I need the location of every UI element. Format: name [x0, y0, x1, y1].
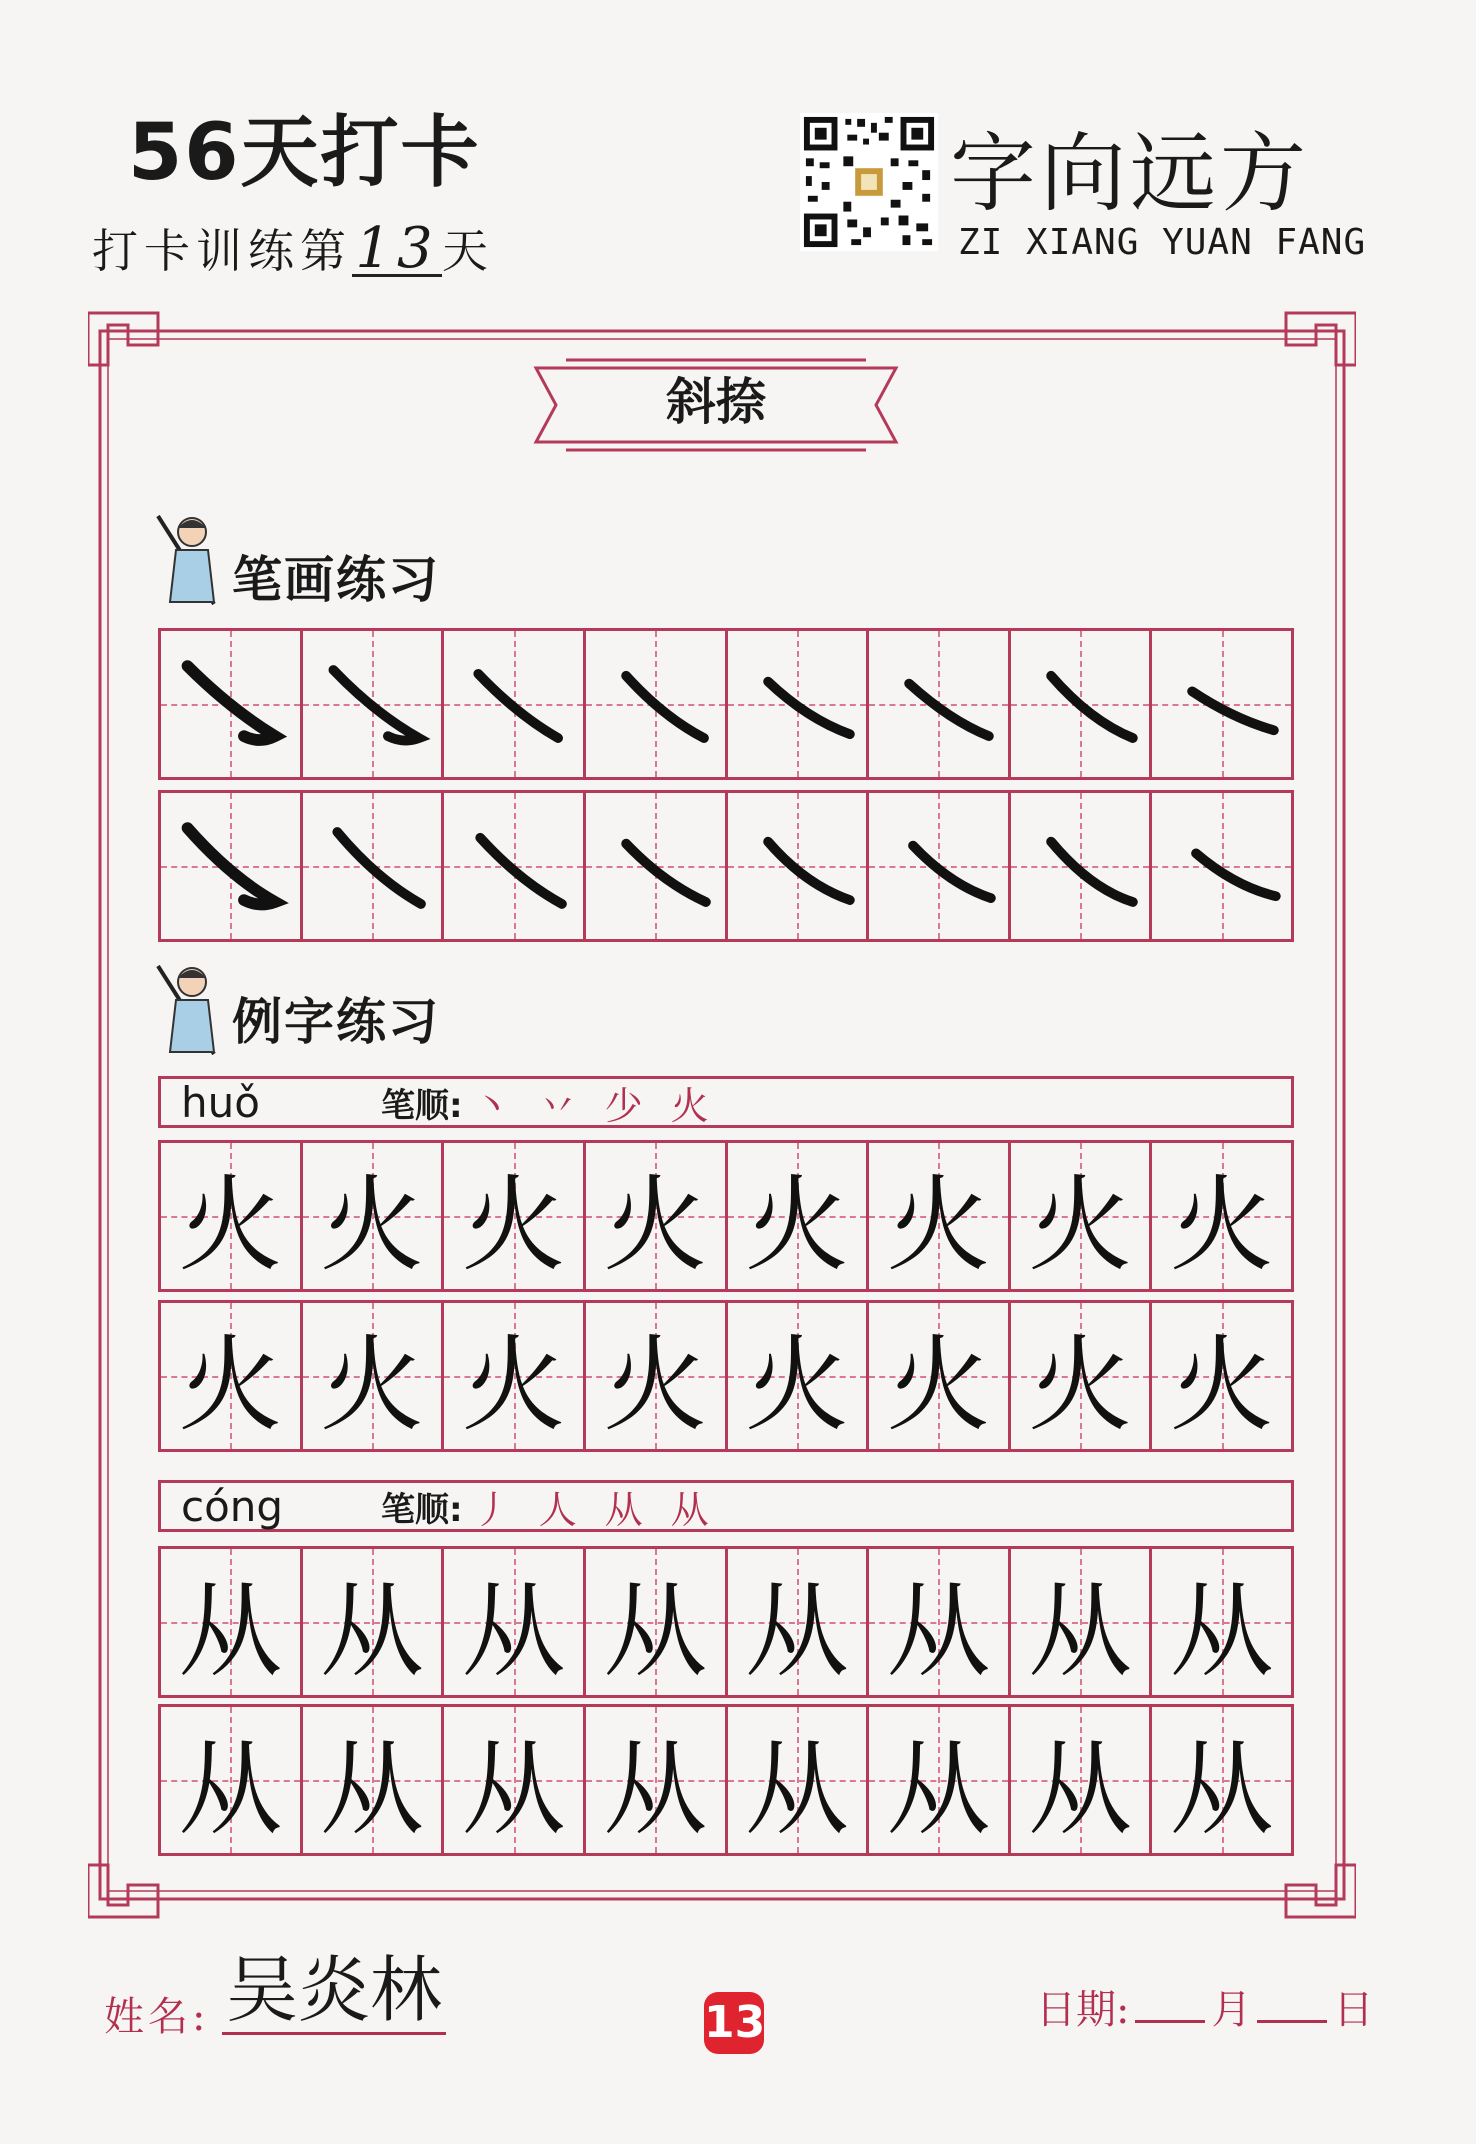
grid-cell: [303, 793, 445, 939]
grid-cell: [586, 631, 728, 777]
practice-char: 火: [886, 1164, 991, 1286]
practice-char: 火: [178, 1164, 283, 1286]
grid-cell: [586, 1143, 728, 1289]
checkin-subtitle: [92, 215, 494, 281]
grid-cell: [728, 1707, 870, 1853]
practice-char: 火: [744, 1164, 849, 1286]
practice-char: 从: [886, 1570, 991, 1692]
practice-char: 火: [1028, 1324, 1133, 1446]
grid-cell: [869, 1707, 1011, 1853]
date-field: [1036, 1978, 1373, 2035]
practice-char: 火: [1169, 1164, 1274, 1286]
grid-cell: [161, 1549, 303, 1695]
scholar-figure-icon: [152, 960, 222, 1060]
practice-char: 火: [319, 1164, 424, 1286]
grid-cell: [444, 793, 586, 939]
stroke-order-step: 丷: [538, 1083, 595, 1128]
stroke-order-step: 少: [604, 1083, 661, 1128]
subtitle-prefix: 打卡训练第: [92, 224, 352, 278]
pinyin: huǒ: [181, 1077, 260, 1127]
char-info-row: [158, 1480, 1294, 1532]
grid-cell: [728, 1549, 870, 1695]
stroke-order-step: 火: [670, 1083, 727, 1128]
practice-char: 从: [1169, 1570, 1274, 1692]
stroke-order-step: 从: [604, 1487, 661, 1532]
practice-char: 从: [744, 1728, 849, 1850]
qr-code-icon: [800, 112, 938, 252]
grid-cell: [869, 793, 1011, 939]
grid-cell: [444, 1143, 586, 1289]
practice-char: 火: [1169, 1324, 1274, 1446]
practice-char: 从: [1028, 1728, 1133, 1850]
month-label: 月: [1211, 1987, 1252, 2033]
grid-cell: [728, 1303, 870, 1449]
grid-cell: [586, 1707, 728, 1853]
practice-char: 火: [603, 1324, 708, 1446]
grid-cell: [161, 1143, 303, 1289]
grid-cell: [728, 793, 870, 939]
date-label: 日期:: [1036, 1987, 1130, 2033]
stroke-grid-row: [158, 628, 1294, 780]
grid-cell: [869, 631, 1011, 777]
grid-cell: [161, 631, 303, 777]
stroke-order-step: 从: [670, 1487, 727, 1532]
practice-char: 从: [319, 1728, 424, 1850]
section-title-stroke: 笔画练习: [232, 551, 440, 609]
grid-cell: [869, 1143, 1011, 1289]
char-grid-row: [158, 1140, 1294, 1292]
brand-pinyin: ZI XIANG YUAN FANG: [958, 222, 1367, 263]
stroke-order-label: 笔顺:: [381, 1489, 463, 1530]
char-grid-row: [158, 1704, 1294, 1856]
grid-cell: [1152, 1707, 1291, 1853]
practice-char: 从: [178, 1728, 283, 1850]
practice-char: 从: [178, 1570, 283, 1692]
grid-cell: [1152, 1549, 1291, 1695]
stroke-order-step: 丶: [472, 1083, 529, 1128]
practice-char: 火: [886, 1324, 991, 1446]
stroke-order-step: 丿: [472, 1487, 529, 1532]
practice-char: 从: [461, 1728, 566, 1850]
page-title: 56天打卡: [128, 108, 481, 198]
practice-char: 从: [461, 1570, 566, 1692]
practice-char: 火: [461, 1164, 566, 1286]
grid-cell: [303, 1549, 445, 1695]
practice-char: 从: [603, 1570, 708, 1692]
grid-cell: [1011, 1303, 1153, 1449]
grid-cell: [444, 631, 586, 777]
practice-char: 火: [744, 1324, 849, 1446]
section-title-example: 例字练习: [232, 993, 440, 1051]
grid-cell: [586, 793, 728, 939]
stroke-grid-row: [158, 790, 1294, 942]
grid-cell: [586, 1303, 728, 1449]
grid-cell: [1152, 1143, 1291, 1289]
practice-char: 从: [603, 1728, 708, 1850]
page-number-badge: 13: [704, 1992, 764, 2054]
grid-cell: [303, 1707, 445, 1853]
grid-cell: [1011, 1143, 1153, 1289]
banner-title: 斜捺: [666, 373, 766, 431]
char-info-row: [158, 1076, 1294, 1128]
grid-cell: [161, 1303, 303, 1449]
practice-char: 从: [319, 1570, 424, 1692]
practice-char: 火: [461, 1324, 566, 1446]
grid-cell: [444, 1303, 586, 1449]
name-label: 姓名:: [104, 1994, 210, 2040]
brand-name: 字向远方: [950, 124, 1310, 224]
char-grid-row: [158, 1300, 1294, 1452]
practice-char: 从: [886, 1728, 991, 1850]
grid-cell: [869, 1303, 1011, 1449]
practice-char: 从: [1028, 1570, 1133, 1692]
month-blank: [1135, 2020, 1205, 2023]
pinyin: cóng: [181, 1481, 284, 1531]
char-grid-row: [158, 1546, 1294, 1698]
practice-char: 从: [1169, 1728, 1274, 1850]
day-number: 13: [352, 224, 442, 277]
grid-cell: [869, 1549, 1011, 1695]
practice-char: 火: [178, 1324, 283, 1446]
grid-cell: [444, 1549, 586, 1695]
subtitle-suffix: 天: [442, 224, 494, 278]
grid-cell: [1011, 1707, 1153, 1853]
grid-cell: [303, 631, 445, 777]
grid-cell: [1011, 1549, 1153, 1695]
grid-cell: [586, 1549, 728, 1695]
grid-cell: [1152, 631, 1291, 777]
practice-char: 从: [744, 1570, 849, 1692]
name-value: 吴炎林: [222, 1948, 446, 2035]
stroke-order-label: 笔顺:: [381, 1085, 463, 1126]
grid-cell: [161, 1707, 303, 1853]
grid-cell: [161, 793, 303, 939]
grid-cell: [728, 631, 870, 777]
grid-cell: [728, 1143, 870, 1289]
grid-cell: [444, 1707, 586, 1853]
practice-char: 火: [1028, 1164, 1133, 1286]
grid-cell: [1011, 793, 1153, 939]
grid-cell: [1152, 1303, 1291, 1449]
grid-cell: [1011, 631, 1153, 777]
day-blank: [1257, 2020, 1327, 2023]
grid-cell: [303, 1143, 445, 1289]
day-label: 日: [1333, 1987, 1374, 2033]
stroke-order-step: 人: [538, 1487, 595, 1532]
grid-cell: [303, 1303, 445, 1449]
practice-char: 火: [603, 1164, 708, 1286]
scholar-figure-icon: [152, 510, 222, 610]
practice-char: 火: [319, 1324, 424, 1446]
grid-cell: [1152, 793, 1291, 939]
